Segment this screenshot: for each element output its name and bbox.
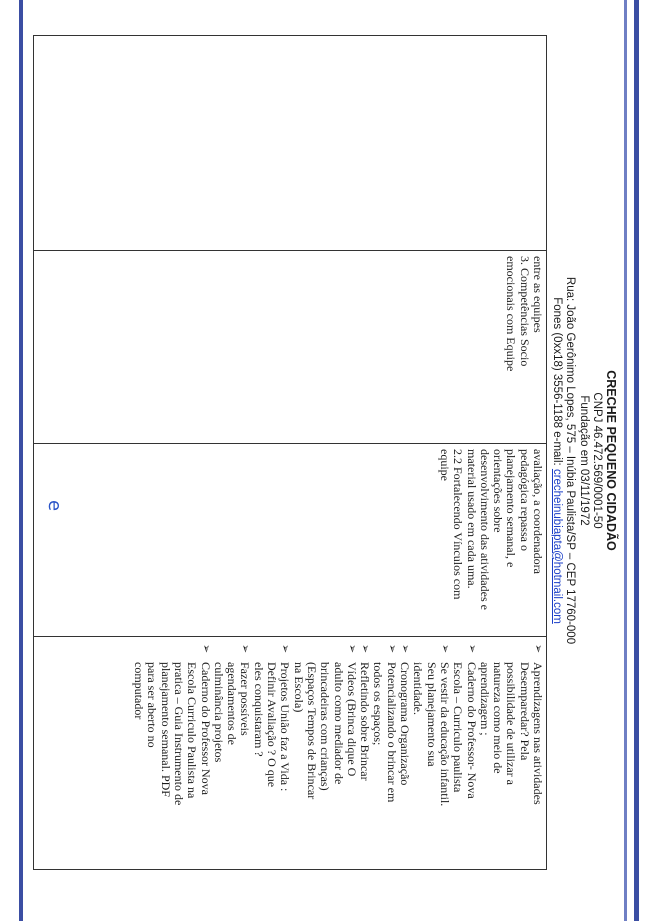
list-item [251,642,291,864]
text-line: emocionais com Equipe [504,256,519,372]
org-address: Rua: João Gerônimo Lopes, 575 – Inúbia Paulista/SP – CEP 17760-000 [564,276,577,645]
text-line: equipe [437,449,452,481]
org-cnpj: CNPJ 46.472.569/0001-50 [591,392,604,529]
list-item [358,642,371,864]
list-item-line: para ser aberto no [145,662,160,748]
text-line: planejamento semanal, e [504,449,519,568]
org-foundation: Fundação em 03/11/1972 [578,395,590,526]
list-item-line: Se vestir da educação infantil. [437,662,452,807]
list-item-line: adulto como mediador de [331,662,346,785]
arrow-bullet-icon: ➢ [465,644,478,654]
list-item-line: Escola – Curriculo paulista [451,662,466,793]
list-item-line: na Escola) [291,662,306,713]
org-phones: Fones (0xx18) 3556-1188 e-mail: [551,297,563,469]
org-contact [550,0,564,921]
list-item-line: Definir Avaliação ? O que [265,662,280,788]
bottom-rule [19,0,23,921]
list-item-line: Potencializando o brincar em [384,662,399,803]
text-line: entre as equipes [531,256,545,333]
list-item [291,642,357,864]
list-item-line: Projetos União faz a Vida : [278,662,293,792]
arrow-bullet-icon: ➢ [199,644,212,654]
arrow-bullet-icon: ➢ [438,644,451,654]
table-col-empty [34,36,546,251]
list-item-line: Escola Curriculo Paulista na [185,662,200,799]
list-item-line: aprendizagem ; [477,662,492,736]
list-item [132,642,212,864]
list-item-line: identidade. [411,662,426,715]
handwritten-mark: e [44,500,65,512]
list-item-line: culminância projetos [211,662,226,763]
letterhead [550,0,618,921]
list-item-line: brincadeiras com crianças) [318,662,333,791]
list-item [398,642,411,864]
arrow-bullet-icon: ➢ [399,644,412,654]
activities-table [33,35,547,870]
list-item-line: Desemparedar? Pela [517,662,532,761]
list-item [212,642,252,864]
text-line: 2.2 Fortalecendo Vínculos com [451,449,466,600]
list-item [451,642,478,864]
text-line: material usado em cada uma. [464,449,479,589]
arrow-bullet-icon: ➢ [345,644,358,654]
list-item [411,642,451,864]
list-item-line: computador [132,662,147,720]
list-item-line: Caderno do Professor- Nova [464,662,479,799]
top-rule-thick [634,0,639,921]
arrow-bullet-icon: ➢ [239,644,252,654]
email-link[interactable]: crecheinubiapta@hotmail.com [551,468,563,624]
resource-list [132,642,544,864]
text-line: pedagógica repassa o [517,449,532,551]
list-item-line: (Espaços Tempos de Brincar [304,662,319,800]
list-item-line: Seu planejamento sua [424,662,439,767]
list-item-line: Caderno do Professor Nova [198,662,213,795]
list-item-line: Aprendizagens nas atividades [531,662,545,805]
arrow-bullet-icon: ➢ [532,644,544,654]
list-item-line: possibilidade de utilizar a [504,662,519,785]
text-line: 3. Competências Socio [517,256,532,367]
org-title: CRECHE PEQUENO CIDADÃO [604,370,618,551]
list-item-line: natureza como meio de [491,662,506,774]
list-item-line: todos os espaços; [371,662,386,746]
top-rule-thin [624,0,627,921]
arrow-bullet-icon: ➢ [359,644,372,654]
list-item-line: eles conquistaram ? [251,662,266,757]
list-item-line: Cronograma Organização [398,662,413,786]
arrow-bullet-icon: ➢ [385,644,398,654]
text-line: orientações sobre [491,449,506,533]
table-col-actions [34,444,546,637]
list-item-line: Vídeos (Brinca dique O [344,662,359,777]
list-item-line: agendamentos de [225,662,240,745]
text-line: desenvolvimento das atividades e [477,449,492,610]
list-item-line: pratica – Guia Instrumento de [171,662,186,806]
list-item [371,642,398,864]
list-item [478,642,544,864]
table-col-topics [34,251,546,444]
table-col-resources [34,637,546,869]
list-item-line: Refletindo sobre Brincar [358,662,373,781]
list-item-line: Fazer possíveis [238,662,253,736]
arrow-bullet-icon: ➢ [279,644,292,654]
list-item-line: planejamento semanal. PDF [158,662,173,797]
text-line: avaliação, a coordenadora [531,449,545,574]
